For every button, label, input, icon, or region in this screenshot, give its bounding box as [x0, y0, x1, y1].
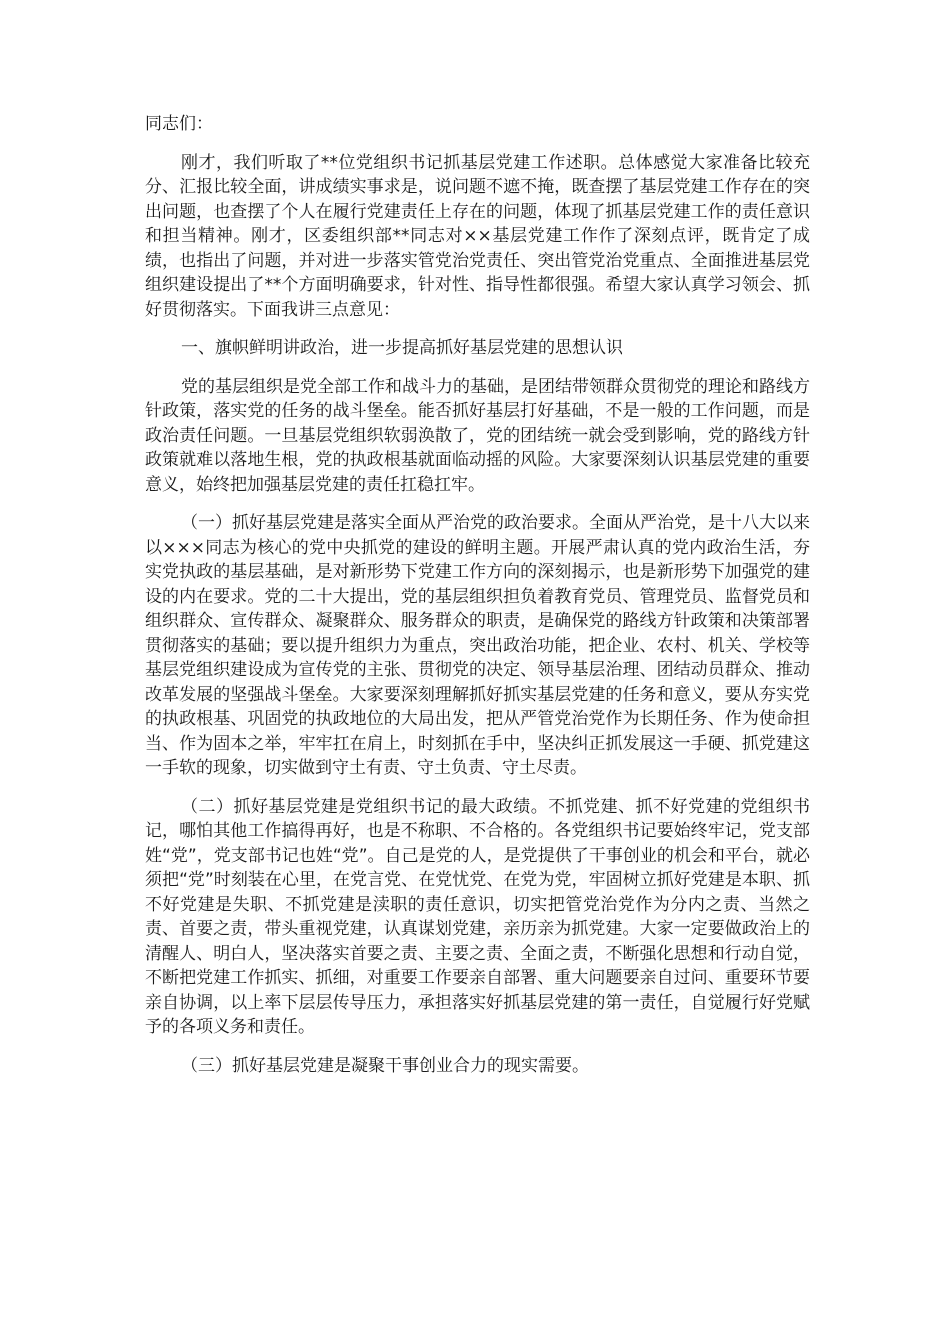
paragraph-point-one: （一）抓好基层党建是落实全面从严治党的政治要求。全面从严治党，是十八大以来以×××同志为核心的党中央抓党的建设的鲜明主题。开展严肃认真的党内政治生活，夯实党执政的基层基础，是对新形势下党建工作方向的深刻揭示，也是新形势下加强党的建设的内在要求。党的二十大提出，党的基层组织担负着教育党员、管理党员、监督党员和组织群众、宣传群众、凝聚群众、服务群众的职责，是确保党的路线方针政策和决策部署贯彻落实的基础；要以提升组织力为重点，突出政治功能，把企业、农村、机关、学校等基层党组织建设成为宣传党的主张、贯彻党的决定、领导基层治理、团结动员群众、推动改革发展的坚强战斗堡垒。大家要深刻理解抓好抓实基层党建的任务和意义，要从夯实党的执政根基、巩固党的执政地位的大局出发，把从严管党治党作为长期任务、作为使命担当、作为固本之举，牢牢扛在肩上，时刻抓在手中，坚决纠正抓发展这一手硬、抓党建这一手软的现象，切实做到守土有责、守土负责、守土尽责。: [145, 513, 810, 778]
document-page: [145, 112, 810, 1092]
paragraph-point-two: （二）抓好基层党建是党组织书记的最大政绩。不抓党建、抓不好党建的党组织书记，哪怕其他工作搞得再好，也是不称职、不合格的。各党组织书记要始终牢记，党支部姓“党”，党支部书记也姓“党”。自己是党的人，是党提供了干事创业的机会和平台，就必须把“党”时刻装在心里，在党言党、在党忧党、在党为党，牢固树立抓好党建是本职、抓不好党建是失职、不抓党建是渎职的责任意识，切实把管党治党作为分内之责、当然之责、首要之责，带头重视党建，认真谋划党建，亲历亲为抓党建。大家一定要做政治上的清醒人、明白人，坚决落实首要之责、主要之责、全面之责，不断强化思想和行动自觉，不断把党建工作抓实、抓细，对重要工作要亲自部署、重大问题要亲自过问、重要环节要亲自协调，以上率下层层传导压力，承担落实好抓基层党建的第一责任，自觉履行好党赋予的各项义务和责任。: [145, 796, 810, 1037]
section-heading-one: 一、旗帜鲜明讲政治，进一步提高抓好基层党建的思想认识: [181, 338, 623, 358]
paragraph-section-one-intro: 党的基层组织是党全部工作和战斗力的基础，是团结带领群众贯彻党的理论和路线方针政策，落实党的任务的战斗堡垒。能否抓好基层打好基础，不是一般的工作问题，而是政治责任问题。一旦基层党组织软弱涣散了，党的团结统一就会受到影响，党的路线方针政策就难以落地生根，党的执政根基就面临动摇的风险。大家要深刻认识基层党建的重要意义，始终把加强基层党建的责任扛稳扛牢。: [145, 376, 810, 495]
paragraph-point-three: （三）抓好基层党建是凝聚干事创业合力的现实需要。: [181, 1055, 589, 1076]
paragraph-opening: 刚才，我们听取了**位党组织书记抓基层党建工作述职。总体感觉大家准备比较充分、汇报比较全面，讲成绩实事求是，说问题不遮不掩，既查摆了基层党建工作存在的突出问题，也查摆了个人在履行党建责任上存在的问题，体现了抓基层党建工作的责任意识和担当精神。刚才，区委组织部**同志对××基层党建工作作了深刻点评，既肯定了成绩，也指出了问题，并对进一步落实管党治党责任、突出管党治党重点、全面推进基层党组织建设提出了**个方面明确要求，针对性、指导性都很强。希望大家认真学习领会、抓好贯彻落实。下面我讲三点意见：: [145, 152, 810, 320]
salutation: 同志们：: [145, 114, 213, 134]
